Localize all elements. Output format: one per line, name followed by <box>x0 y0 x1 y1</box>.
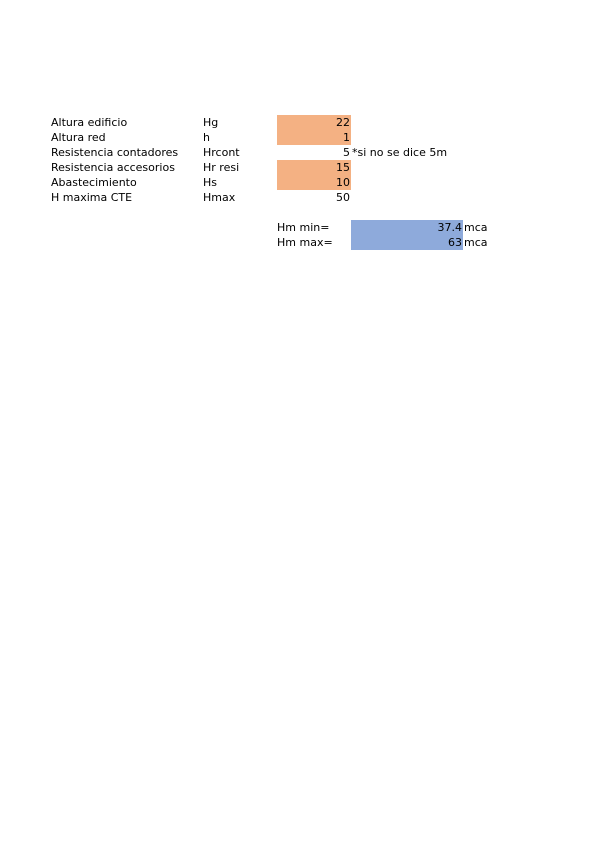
row-label-h-maxima-cte[interactable]: H maxima CTE <box>51 191 133 204</box>
row-label-abastecimiento[interactable]: Abastecimiento <box>51 176 137 189</box>
input-cell-hs[interactable]: 10 <box>277 175 351 190</box>
row-symbol-hr-resi[interactable]: Hr resi <box>203 161 240 174</box>
row-symbol-hg[interactable]: Hg <box>203 116 219 129</box>
row-label-altura-red[interactable]: Altura red <box>51 131 106 144</box>
row-symbol-hmax[interactable]: Hmax <box>203 191 236 204</box>
result-value-hm-min[interactable]: 37.4 <box>351 220 463 235</box>
input-cell-hg[interactable]: 22 <box>277 115 351 130</box>
row-label-resistencia-contadores[interactable]: Resistencia contadores <box>51 146 179 159</box>
value-cell-hmax[interactable]: 50 <box>336 191 350 204</box>
note-cell-hrcont[interactable]: *si no se dice 5m <box>352 146 448 159</box>
row-symbol-hrcont[interactable]: Hrcont <box>203 146 240 159</box>
row-symbol-h[interactable]: h <box>203 131 210 144</box>
row-symbol-hs[interactable]: Hs <box>203 176 218 189</box>
result-label-hm-min[interactable]: Hm min= <box>277 221 330 234</box>
value-cell-hrcont[interactable]: 5 <box>343 146 350 159</box>
result-unit-hm-max[interactable]: mca <box>464 236 488 249</box>
input-cell-h[interactable]: 1 <box>277 130 351 145</box>
input-cell-hr-resi[interactable]: 15 <box>277 160 351 175</box>
result-label-hm-max[interactable]: Hm max= <box>277 236 333 249</box>
row-label-resistencia-accesorios[interactable]: Resistencia accesorios <box>51 161 175 174</box>
result-value-hm-max[interactable]: 63 <box>351 235 463 250</box>
result-unit-hm-min[interactable]: mca <box>464 221 488 234</box>
row-label-altura-edificio[interactable]: Altura edificio <box>51 116 128 129</box>
